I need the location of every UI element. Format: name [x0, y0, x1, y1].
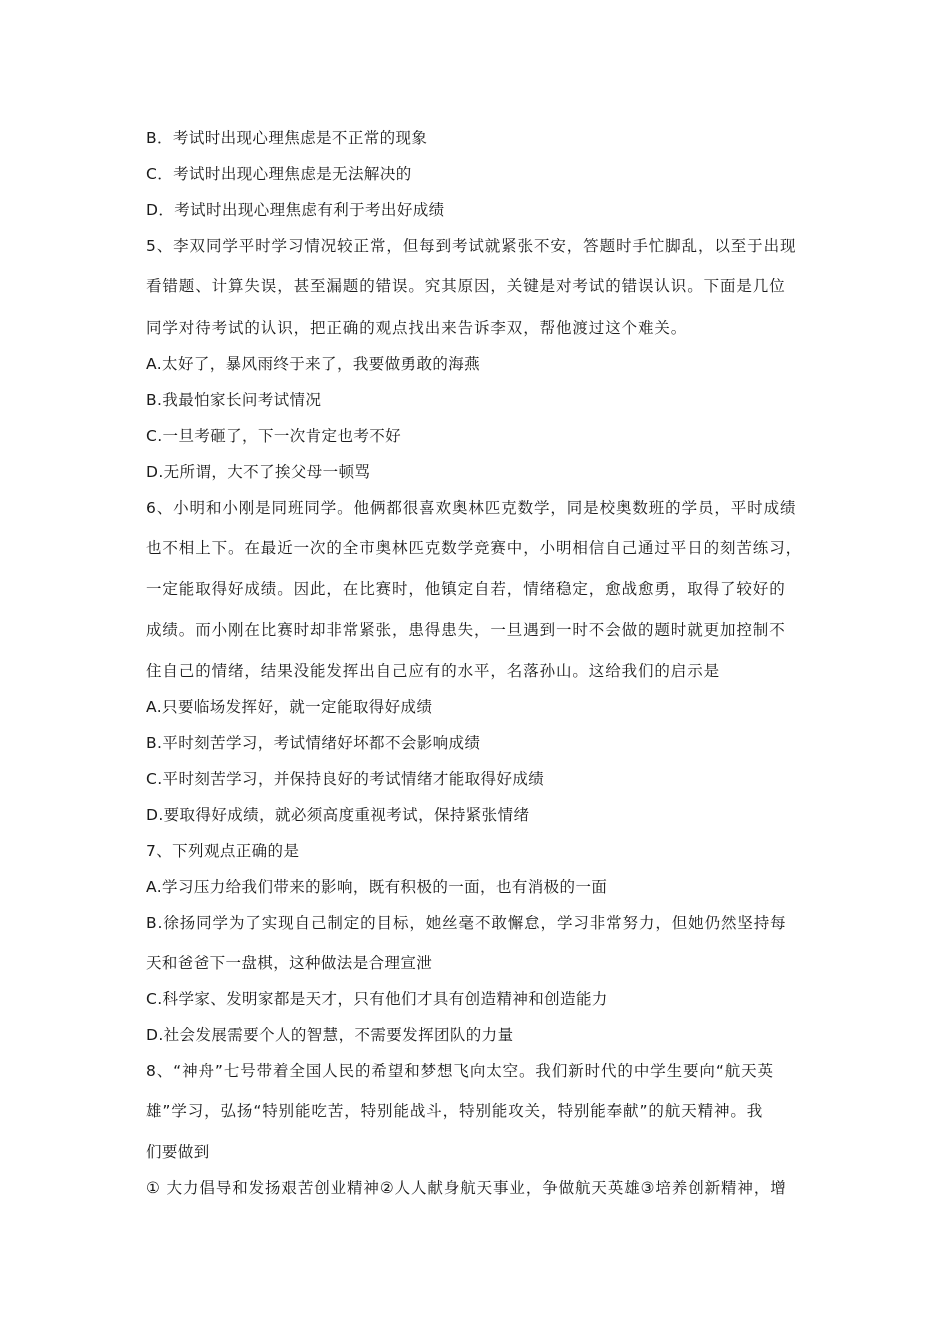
question-6-line-5: 住自己的情绪，结果没能发挥出自己应有的水平，名落孙山。这给我们的启示是 — [146, 662, 721, 680]
option-a-q7: A.学习压力给我们带来的影响，既有积极的一面，也有消极的一面 — [146, 878, 608, 896]
question-6-line-3: 一定能取得好成绩。因此，在比赛时，他镇定自若，情绪稳定，愈战愈勇，取得了较好的 — [146, 580, 786, 598]
option-c-q4: C．考试时出现心理焦虑是无法解决的 — [146, 165, 412, 183]
option-a-q5: A.太好了，暴风雨终于来了，我要做勇敢的海燕 — [146, 355, 481, 373]
question-5-line-3: 同学对待考试的认识，把正确的观点找出来告诉李双，帮他渡过这个难关。 — [146, 319, 688, 337]
question-6-line-4: 成绩。而小刚在比赛时却非常紧张，患得患失，一旦遇到一时不会做的题时就更加控制不 — [146, 621, 786, 639]
option-d-q7: D.社会发展需要个人的智慧，不需要发挥团队的力量 — [146, 1026, 514, 1044]
question-8-line-1: 8、“神舟”七号带着全国人民的希望和梦想飞向太空。我们新时代的中学生要向“航天英 — [146, 1062, 774, 1080]
option-c-q5: C.一旦考砸了，下一次肯定也考不好 — [146, 427, 402, 445]
option-d-q4: D．考试时出现心理焦虑有利于考出好成绩 — [146, 201, 445, 219]
question-7: 7、下列观点正确的是 — [146, 842, 300, 860]
option-a-q6: A.只要临场发挥好，就一定能取得好成绩 — [146, 698, 433, 716]
option-b-q5: B.我最怕家长问考试情况 — [146, 391, 322, 409]
option-b-q7-line-1: B.徐扬同学为了实现自己制定的目标，她丝毫不敢懈怠，学习非常努力，但她仍然坚持每 — [146, 914, 787, 932]
question-5-line-1: 5、李双同学平时学习情况较正常，但每到考试就紧张不安，答题时手忙脚乱，以至于出现 — [146, 237, 797, 255]
option-b-q6: B.平时刻苦学习，考试情绪好坏都不会影响成绩 — [146, 734, 481, 752]
question-6-line-1: 6、小明和小刚是同班同学。他俩都很喜欢奥林匹克数学，同是校奥数班的学员，平时成绩 — [146, 499, 797, 517]
question-8-choices-line: ① 大力倡导和发扬艰苦创业精神②人人献身航天事业，争做航天英雄③培养创新精神，增 — [146, 1179, 787, 1197]
option-b-q7-line-2: 天和爸爸下一盘棋，这种做法是合理宣泄 — [146, 954, 433, 972]
question-6-line-2: 也不相上下。在最近一次的全市奥林匹克数学竞赛中，小明相信自己通过平日的刻苦练习， — [146, 539, 803, 557]
question-5-line-2: 看错题、计算失误，甚至漏题的错误。究其原因，关键是对考试的错误认识。下面是几位 — [146, 277, 786, 295]
option-b-q4: B．考试时出现心理焦虑是不正常的现象 — [146, 129, 428, 147]
option-c-q7: C.科学家、发明家都是天才，只有他们才具有创造精神和创造能力 — [146, 990, 608, 1008]
option-d-q6: D.要取得好成绩，就必须高度重视考试，保持紧张情绪 — [146, 806, 530, 824]
question-8-line-3: 们要做到 — [146, 1143, 210, 1161]
option-d-q5: D.无所谓，大不了挨父母一顿骂 — [146, 463, 371, 481]
question-8-line-2: 雄”学习，弘扬“特别能吃苦，特别能战斗，特别能攻关，特别能奉献”的航天精神。我 — [146, 1102, 764, 1120]
option-c-q6: C.平时刻苦学习，并保持良好的考试情绪才能取得好成绩 — [146, 770, 545, 788]
